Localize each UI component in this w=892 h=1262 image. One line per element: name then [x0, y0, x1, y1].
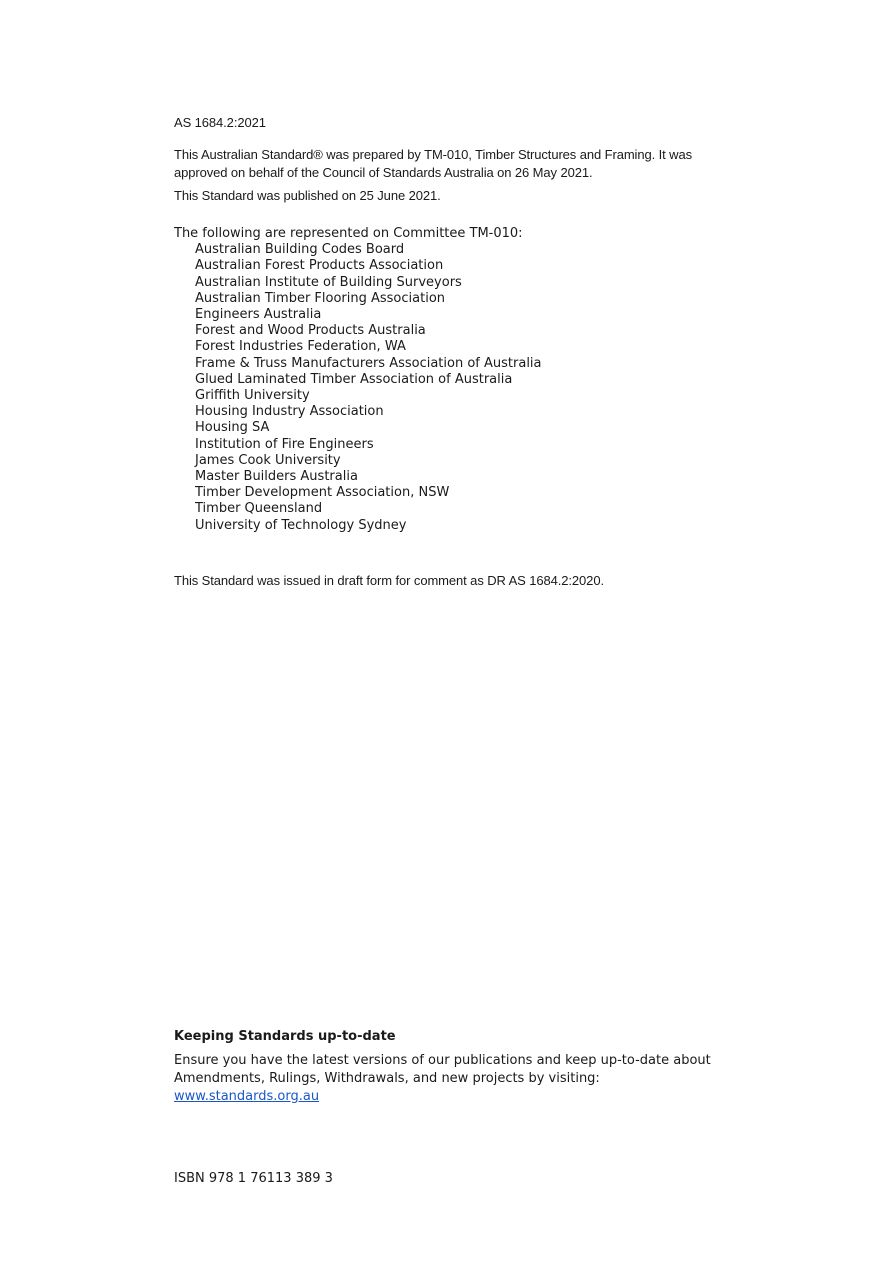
committee-member: Timber Queensland — [195, 501, 323, 517]
isbn-number: ISBN 978 1 76113 389 3 — [174, 1171, 333, 1186]
committee-member: Glued Laminated Timber Association of Australia — [195, 371, 513, 387]
committee-member: Master Builders Australia — [195, 469, 358, 485]
committee-member: Australian Institute of Building Surveyors — [195, 274, 462, 290]
committee-member: Housing Industry Association — [195, 404, 384, 420]
committee-member: Forest Industries Federation, WA — [195, 339, 406, 355]
standards-website-link[interactable]: www.standards.org.au — [174, 1089, 320, 1104]
committee-member: Timber Development Association, NSW — [195, 485, 450, 501]
committee-member: University of Technology Sydney — [195, 517, 407, 533]
committee-section — [174, 226, 542, 534]
keeping-up-to-date-body — [174, 1052, 754, 1106]
keeping-up-to-date-section — [174, 1028, 754, 1106]
committee-member: Engineers Australia — [195, 307, 322, 323]
committee-member: Institution of Fire Engineers — [195, 436, 374, 452]
committee-member: James Cook University — [195, 452, 341, 468]
document-id: AS 1684.2:2021 — [174, 115, 266, 130]
committee-member: Australian Timber Flooring Association — [195, 290, 446, 306]
publication-date-statement: This Standard was published on 25 June 2021. — [174, 188, 441, 203]
committee-member: Housing SA — [195, 420, 270, 436]
keeping-up-to-date-text: Ensure you have the latest versions of our publications and keep up-to-date about Amendments, Rulings, Withdrawals, and new projects by visiting: — [174, 1053, 711, 1086]
committee-member: Forest and Wood Products Australia — [195, 323, 426, 339]
committee-member: Australian Forest Products Association — [195, 258, 444, 274]
committee-member: Griffith University — [195, 388, 310, 404]
keeping-up-to-date-heading: Keeping Standards up-to-date — [174, 1029, 396, 1044]
committee-member: Frame & Truss Manufacturers Association of Australia — [195, 355, 542, 371]
committee-member-list — [174, 242, 542, 534]
committee-member: Australian Building Codes Board — [195, 242, 405, 258]
committee-intro: The following are represented on Committee TM-010: — [174, 226, 523, 241]
preparation-statement: This Australian Standard® was prepared by TM-010, Timber Structures and Framing. It was approved on behalf of the Council of Standards Australia on 26 May 2021. — [174, 147, 692, 180]
draft-statement: This Standard was issued in draft form for comment as DR AS 1684.2:2020. — [174, 573, 604, 588]
